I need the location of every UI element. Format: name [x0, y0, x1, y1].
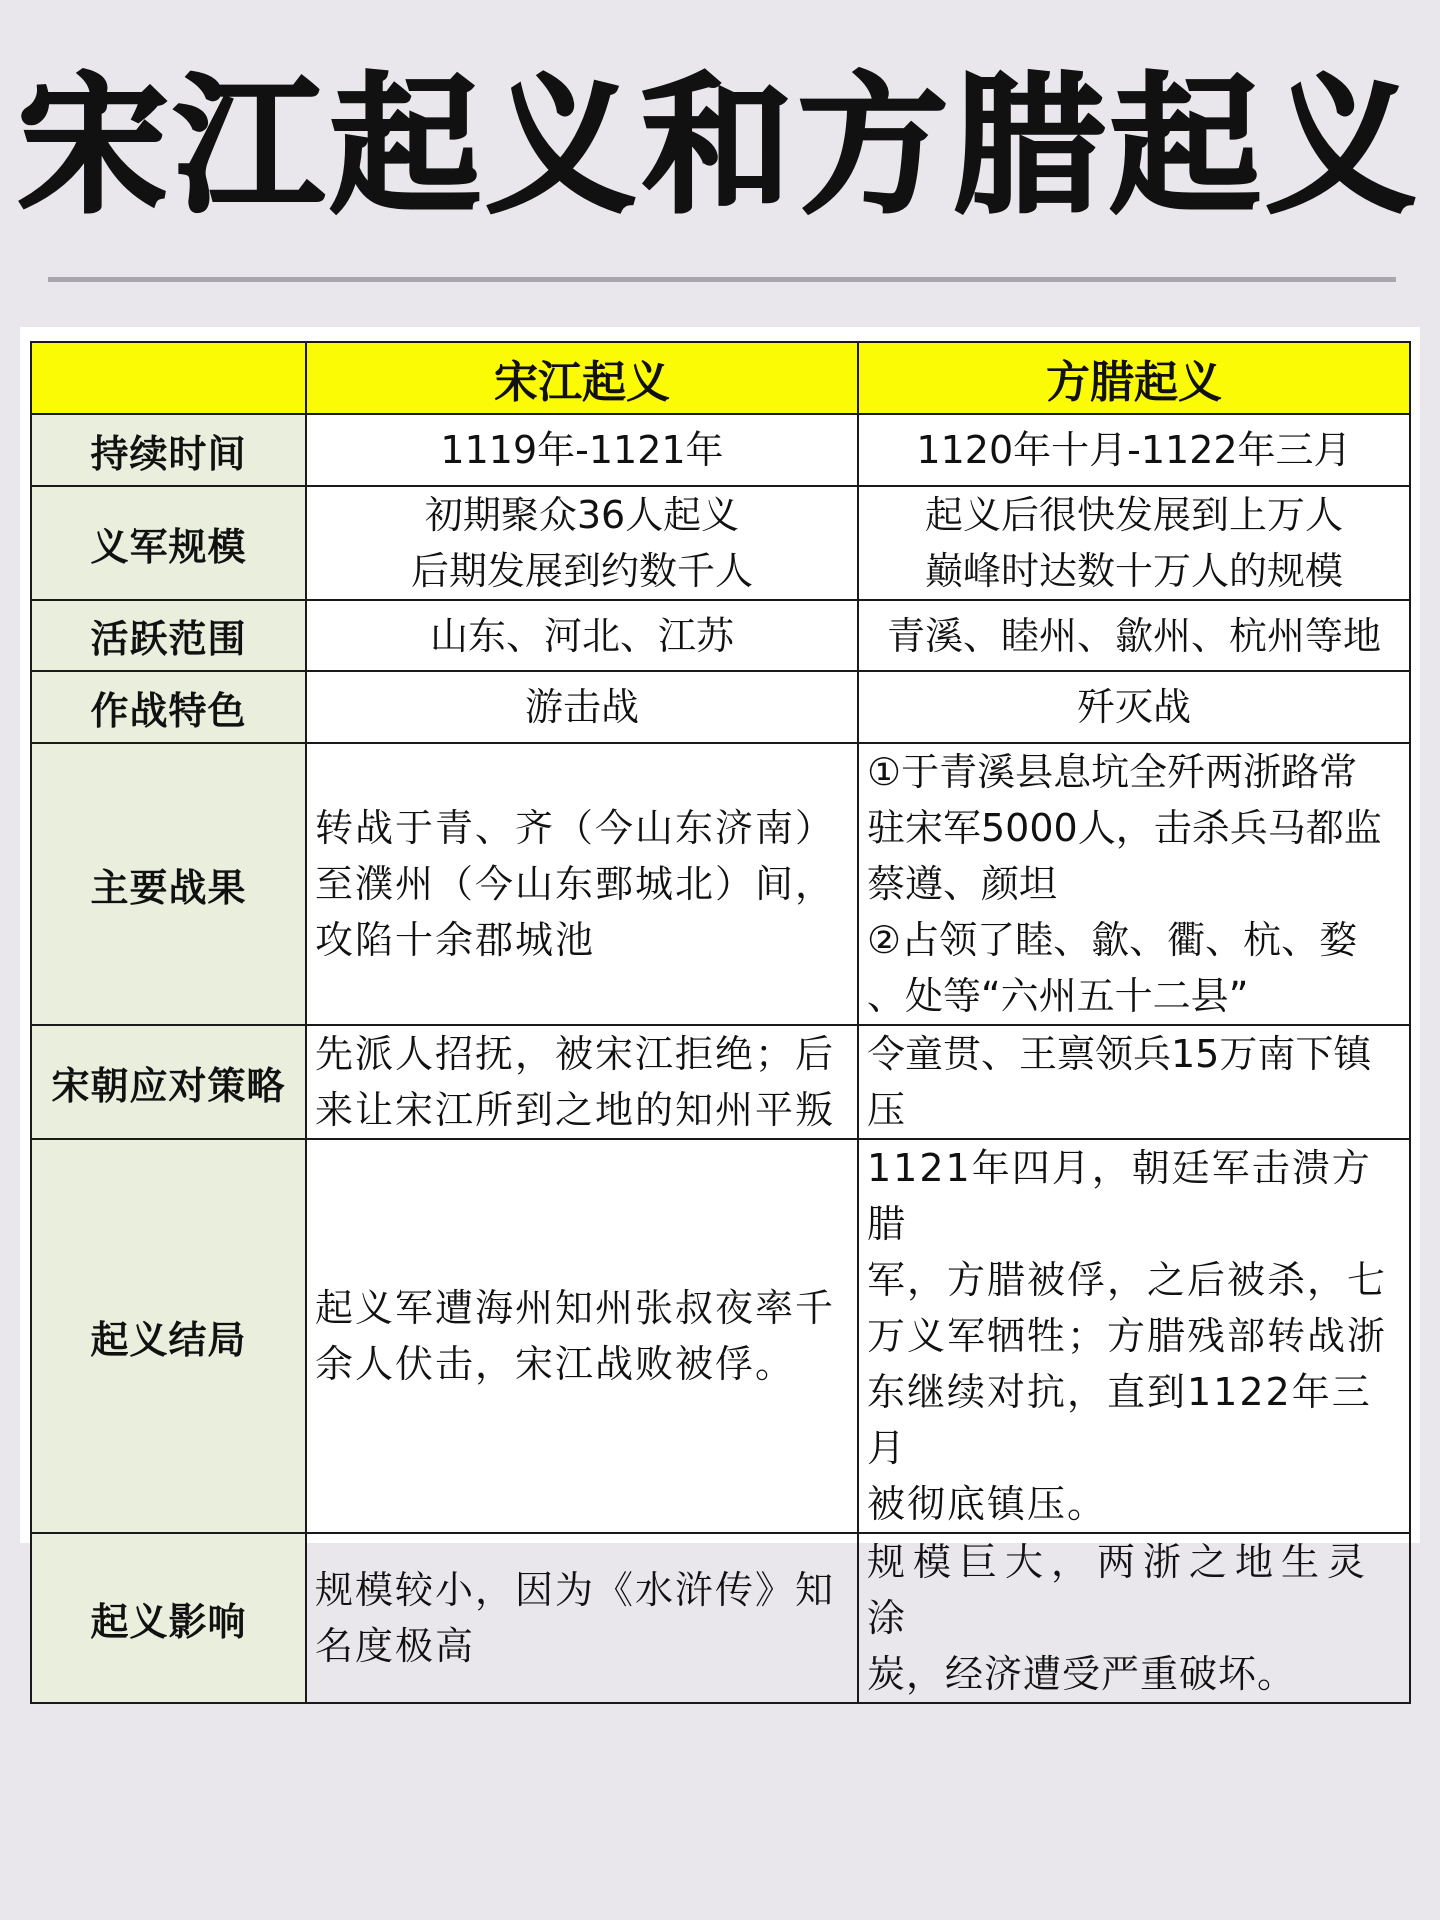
cell-line: ②占领了睦、歙、衢、杭、婺 — [867, 918, 1358, 962]
cell-line: 令童贯、王禀领兵15万南下镇 — [867, 1032, 1372, 1076]
songjiang-cell — [306, 671, 858, 743]
title-divider — [48, 277, 1396, 282]
songjiang-cell — [306, 414, 858, 486]
cell-line: 蔡遵、颜坦 — [867, 862, 1058, 906]
table-row — [31, 1139, 1410, 1533]
cell-line: 攻陷十余郡城池 — [315, 918, 596, 962]
cell-line: 万义军牺牲；方腊残部转战浙 — [867, 1314, 1388, 1358]
cell-line: 被彻底镇压。 — [867, 1482, 1108, 1526]
fangla-cell — [858, 1139, 1410, 1533]
cell-line: 东继续对抗，直到1122年三月 — [867, 1370, 1372, 1470]
cell-line: 炭，经济遭受严重破坏。 — [867, 1652, 1297, 1696]
cell-line: 军，方腊被俘，之后被杀，七 — [867, 1258, 1388, 1302]
cell-line: 名度极高 — [315, 1624, 476, 1668]
songjiang-cell — [306, 743, 858, 1025]
table-row — [31, 486, 1410, 600]
cell-line: 起义后很快发展到上万人 — [924, 493, 1343, 537]
cell-line: 巅峰时达数十万人的规模 — [924, 549, 1343, 593]
cell-line: 驻宋军5000人，击杀兵马都监 — [867, 806, 1382, 850]
cell-line: 游击战 — [524, 685, 639, 729]
header-fangla: 方腊起义 — [858, 342, 1410, 414]
table-row — [31, 414, 1410, 486]
fangla-cell — [858, 486, 1410, 600]
cell-line: 压 — [867, 1088, 906, 1132]
row-label: 作战特色 — [31, 671, 306, 743]
table-header-row — [31, 342, 1410, 414]
page-title: 宋江起义和方腊起义 — [17, 60, 1422, 234]
cell-line: 先派人招抚，被宋江拒绝；后 — [315, 1032, 836, 1076]
songjiang-cell — [306, 600, 858, 671]
songjiang-cell — [306, 1025, 858, 1139]
header-songjiang: 宋江起义 — [306, 342, 858, 414]
fangla-cell — [858, 743, 1410, 1025]
fangla-cell — [858, 1025, 1410, 1139]
cell-line: 规模较小，因为《水浒传》知 — [315, 1568, 836, 1612]
table-row — [31, 743, 1410, 1025]
cell-line: 山东、河北、江苏 — [429, 613, 734, 658]
row-label: 活跃范围 — [31, 600, 306, 671]
table-row — [31, 671, 1410, 743]
cell-line: ①于青溪县息坑全歼两浙路常 — [867, 750, 1358, 794]
cell-line: 后期发展到约数千人 — [410, 549, 753, 593]
comparison-table — [30, 341, 1411, 1704]
fangla-cell — [858, 414, 1410, 486]
cell-line: 来让宋江所到之地的知州平叛 — [315, 1088, 836, 1132]
cell-line: 1119年-1121年 — [440, 428, 724, 472]
cell-line: 规模巨大，两浙之地生灵涂 — [867, 1540, 1374, 1640]
row-label: 主要战果 — [31, 743, 306, 1025]
row-label: 持续时间 — [31, 414, 306, 486]
cell-line: 转战于青、齐（今山东济南） — [315, 806, 836, 850]
cell-line: 余人伏击，宋江战败被俘。 — [315, 1342, 796, 1386]
table-row — [31, 1025, 1410, 1139]
cell-line: 歼灭战 — [1076, 685, 1191, 729]
fangla-cell — [858, 600, 1410, 671]
row-label: 义军规模 — [31, 486, 306, 600]
cell-line: 至濮州（今山东鄄城北）间， — [315, 862, 836, 906]
table-row — [31, 1533, 1410, 1703]
row-label: 起义影响 — [31, 1533, 306, 1703]
cell-line: 1121年四月，朝廷军击溃方腊 — [867, 1146, 1372, 1246]
table-row — [31, 600, 1410, 671]
cell-line: 1120年十月-1122年三月 — [916, 428, 1352, 472]
cell-line: 初期聚众36人起义 — [424, 493, 740, 537]
cell-line: 青溪、睦州、歙州、杭州等地 — [886, 613, 1381, 658]
cell-line: 、处等“六州五十二县” — [867, 974, 1249, 1018]
fangla-cell — [858, 1533, 1410, 1703]
cell-line: 起义军遭海州知州张叔夜率千 — [315, 1286, 836, 1330]
songjiang-cell — [306, 486, 858, 600]
row-label: 起义结局 — [31, 1139, 306, 1533]
songjiang-cell — [306, 1533, 858, 1703]
header-corner-cell — [31, 342, 306, 414]
row-label: 宋朝应对策略 — [31, 1025, 306, 1139]
fangla-cell — [858, 671, 1410, 743]
songjiang-cell — [306, 1139, 858, 1533]
